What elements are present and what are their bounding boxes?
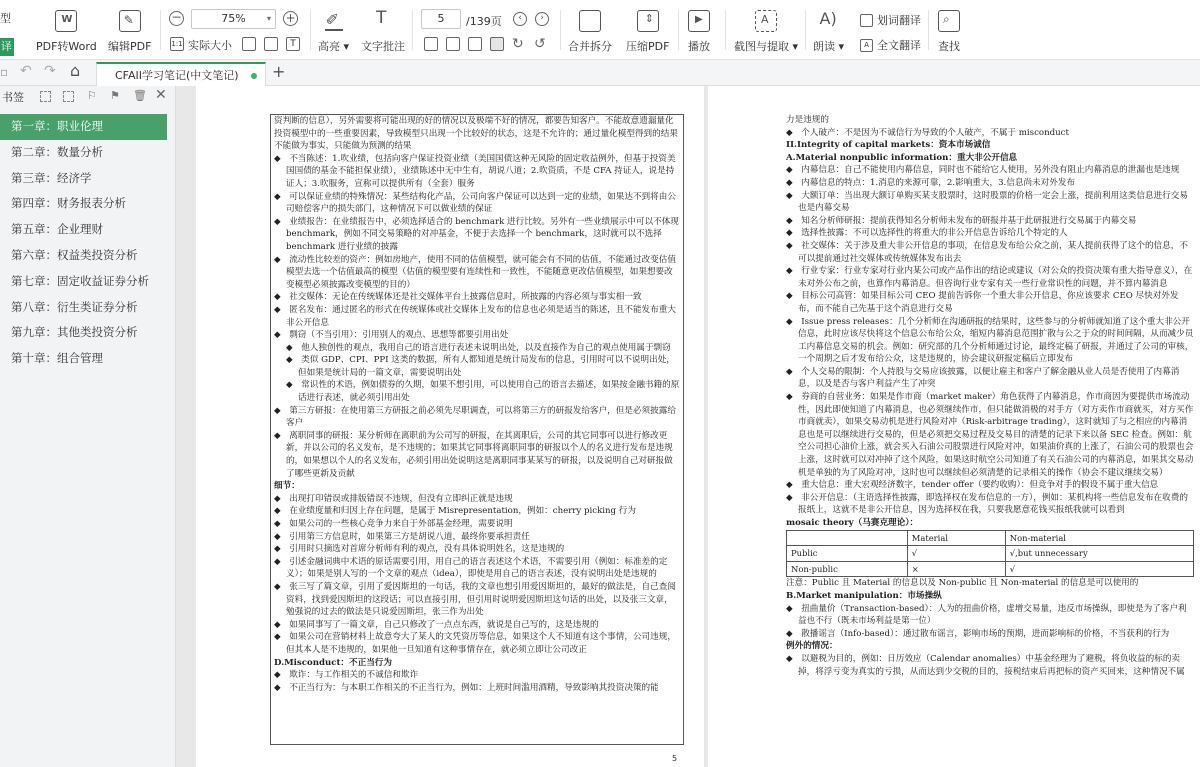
toolbar-partial-top[interactable]: 型 xyxy=(0,12,11,25)
text-line: ◆ 类似 GDP、CPI、PPI 这类的数据，所有人都知道是统计局发布的信息，引用时可以不说明出处，但如果是统计局的一篇文章，需要说明出处 xyxy=(286,355,675,378)
pdf-to-word-button[interactable]: W PDF转Word xyxy=(36,0,97,60)
collapse-all-icon[interactable] xyxy=(63,91,74,102)
text-line: ◆ 重大信息：重大宏观经济数字，tender offer（要约收购）：但竞争对手的假设不属于重大信息 xyxy=(786,480,1159,491)
text-line: mosaic theory（马赛克理论）： xyxy=(786,518,919,528)
text-line: ◆ 剽窃（不当引用）：引用别人的观点、思想等都要引用出处 xyxy=(274,330,509,341)
next-page-icon[interactable]: › xyxy=(535,12,549,26)
highlight-button[interactable]: ✐ 高亮 ▾ xyxy=(318,10,350,53)
document-viewer[interactable] xyxy=(176,86,1200,767)
close-icon[interactable]: ✕ xyxy=(155,87,167,103)
separator xyxy=(805,10,806,50)
word-icon: W xyxy=(55,10,77,32)
bookmark-item-ch7[interactable]: 第七章：固定收益证券分析 xyxy=(11,273,149,288)
compress-pdf-button[interactable]: ⇕ 压缩PDF xyxy=(626,12,670,53)
table-cell: Material xyxy=(907,530,1005,546)
page-6 xyxy=(708,86,1200,767)
text-line: ◆ 个人破产：不是因为不诚信行为导致的个人破产，不属于 misconduct xyxy=(786,127,1069,138)
read-aloud-icon: A) xyxy=(819,9,837,28)
table-cell: Non-public xyxy=(787,561,908,577)
read-aloud-button[interactable]: A) 朗读 ▾ xyxy=(813,9,845,53)
table-row xyxy=(787,561,1194,577)
screenshot-icon: A xyxy=(755,10,777,32)
text-line: A.Material nonpublic information：重大非公开信息 xyxy=(786,152,1018,163)
zoom-select[interactable]: 75% ▾ xyxy=(191,9,276,29)
full-translate-button[interactable]: A 全文翻译 xyxy=(860,37,921,53)
text-line: ◆ 如果公司在营销材料上故意夸大了某人的文凭资历等信息，如果这个人不知道有这个事情，公司违规，但其本人是不违规的，如果他一旦知道有这种事情存在，就必须立即让公司改正 xyxy=(274,632,676,655)
separator xyxy=(725,10,726,50)
search-button[interactable]: ⌕ 查找 xyxy=(938,12,960,53)
text-line: ◆ 欺诈：与工作相关的不诚信和欺诈 xyxy=(274,670,419,681)
add-bookmark-icon[interactable]: ⚐ xyxy=(87,89,97,102)
screenshot-extract-button[interactable]: A 截图与提取 ▾ xyxy=(734,0,798,60)
table-cell xyxy=(787,530,908,546)
play-button[interactable]: ▶ 播放 xyxy=(688,0,710,60)
text-line: ◆ 匿名发布：通过匿名的形式在传统媒体或社交媒体上发布的信息也必须是适当的陈述，且不能发布重大非公开信息 xyxy=(274,304,676,328)
text-line: ◆ 社交媒体：关于涉及重大非公开信息的事项，在信息发布给公众之前，某人提前获得了这个的信息，不可以提前通过社交媒体或传统媒体发布出去 xyxy=(786,240,1188,264)
text-line: ◆ 不正当行为：与本职工作相关的不正当行为，例如：上班时间滥用酒精，导致影响其投资决策的能 xyxy=(274,682,659,693)
bookmark-item-ch8[interactable]: 第八章：衍生类证券分析 xyxy=(11,299,138,314)
toolbar-partial-bottom[interactable]: 译 xyxy=(0,38,14,56)
separator xyxy=(560,10,561,50)
continuous-icon[interactable] xyxy=(468,37,482,51)
bookmark-item-ch9[interactable]: 第九章：其他类投资分析 xyxy=(11,325,138,340)
text-line: B.Market manipulation：市场操纵 xyxy=(786,590,942,601)
text-line: ◆ 引用时只摘选对首席分析师有利的观点，没有具体说明姓名，这是违规的 xyxy=(274,544,565,555)
merge-icon xyxy=(579,10,601,32)
play-icon: ▶ xyxy=(688,10,710,32)
text-annotation-icon: T xyxy=(376,8,387,28)
scroll-mode-icon[interactable] xyxy=(490,37,504,51)
undo-icon[interactable]: ↶ xyxy=(20,63,32,79)
page-5-content xyxy=(270,114,684,745)
zoom-out-icon[interactable]: − xyxy=(169,11,184,26)
text-line: ◆ 内幕信息的特点：1.消息的来源可靠，2.影响重大，3.信息尚未对外发布 xyxy=(786,177,1076,188)
table-cell: √,but unnecessary xyxy=(1005,546,1193,562)
page-6-content xyxy=(784,114,1196,767)
toolbar xyxy=(0,0,1200,60)
text-line: ◆ 流动性比较差的资产：例如房地产，使用不同的估值模型，就可能会有不同的估值，不能通过改变估值模型去选一个估值最高的模型（估值的模型要有连续性和一致性，不能随意更改估值模型，如果想要改变模型必须披露改变模型的目的） xyxy=(274,254,676,290)
bookmark-list xyxy=(0,114,175,372)
table-cell: Non-material xyxy=(1005,530,1193,546)
double-page-icon[interactable] xyxy=(446,37,460,51)
document-tab[interactable]: CFAII学习笔记(中文笔记) xyxy=(96,62,266,86)
sidebar-title: 书签 xyxy=(2,91,24,104)
bookmark-item-ch1[interactable]: 第一章：职业伦理 xyxy=(0,114,167,140)
text-line: ◆ 出现打印错误或排版错误不违规，但没有立即纠正就是违规 xyxy=(274,493,513,504)
page-5 xyxy=(196,86,704,767)
bookmark-item-ch5[interactable]: 第五章：企业理财 xyxy=(11,222,103,237)
edit-pdf-button[interactable]: ✎ 编辑PDF xyxy=(108,0,151,60)
text-annotation-button[interactable]: T 文字批注 xyxy=(361,8,405,53)
text-line: ◆ 社交媒体：无论在传统媒体还是社交媒体平台上披露信息时，所披露的内容必须与事实相一致 xyxy=(274,292,642,303)
table-row xyxy=(787,530,1194,546)
text-line: ◆ 散播谣言（Info-based）：通过散布谣言，影响市场的预期，进而影响标的价格，不当获利的行为 xyxy=(786,628,1170,639)
unsaved-dot-icon xyxy=(251,73,257,79)
sidebar-header xyxy=(0,86,175,108)
bookmark-item-ch4[interactable]: 第四章：财务报表分析 xyxy=(11,196,126,211)
delete-icon[interactable]: 🗑 xyxy=(133,89,147,102)
text-line: ◆ 个人交易的限制：个人持股与交易应该披露，以便让雇主和客户了解金融从业人员是否使用了内幕消息，以及是否与客户利益产生了冲突 xyxy=(786,366,1180,390)
text-line: ◆ 行业专家：行业专家对行业内某公司或产品作出的结论或建议（对公众的投资决策有重大指导意义），在未对外公布之前，也算作内幕消息。但咨询行业专家有关一些行业常识性的问题，并不算内幕消息 xyxy=(786,266,1193,289)
text-line: ◆ 张三写了篇文章，引用了爱因斯坦的一句话，我的文章也想引用爱因斯坦的，最好的做法是，自己查阅资料，找到爱因斯坦的这段话；可以直接引用，但引用时说明爱因斯坦这句话的出处，以及张三文章，勉强说的过去的做法是只说爱因斯坦，张三作为出处 xyxy=(274,581,676,618)
text-select-icon[interactable]: T xyxy=(286,37,300,51)
text-line: 力是违规的 xyxy=(786,115,829,125)
page-number: 5 xyxy=(672,754,678,763)
text-line: D.Misconduct：不正当行为 xyxy=(274,657,392,668)
tabs-bar xyxy=(0,60,1200,86)
text-line: 例外的情况： xyxy=(786,641,838,652)
text-line: ◆ 在业绩度量和归因上存在问题，是属于 Misrepresentation，例如：cherry picking 行为 xyxy=(274,506,636,517)
bookmark-item-ch10[interactable]: 第十章：组合管理 xyxy=(11,351,103,366)
text-line: ◆ 知名分析师研报：提前获得知名分析师未发布的研报并基于此研报进行交易属于内幕交易 xyxy=(786,215,1137,226)
text-line: ◆ 扭曲量价（Transaction-based）：人为的扭曲价格，虚增交易量，违反市场操纵，即使是为了客户利益也不行（既未市场利益是第一位） xyxy=(786,603,1187,627)
table-cell: √ xyxy=(1005,561,1193,577)
table-row xyxy=(787,546,1194,562)
expand-all-icon[interactable] xyxy=(40,91,51,102)
separator xyxy=(928,10,929,50)
highlighter-icon: ✐ xyxy=(323,10,345,32)
bookmark-item-ch2[interactable]: 第二章：数量分析 xyxy=(11,144,103,159)
bookmark-item-ch3[interactable]: 第三章：经济学 xyxy=(11,170,92,185)
rotate-left-icon[interactable]: ↺ xyxy=(534,36,546,52)
save-icon[interactable]: ▫ xyxy=(0,65,9,79)
separator xyxy=(160,10,161,50)
home-icon[interactable]: ⌂ xyxy=(70,61,81,80)
text-line: ◆ 选择性披露：不可以选择性的将重大的非公开信息告诉给几个特定的人 xyxy=(786,228,1068,239)
text-line: ◆ 常识性的术语，例如债券的久期，如果不想引用，可以使用自己的语言去描述，如果按金融书籍的原话进行表述，就必须引用出处 xyxy=(286,380,680,404)
zoom-in-icon[interactable]: + xyxy=(283,11,298,26)
chevron-down-icon: ▾ xyxy=(266,14,271,23)
separator xyxy=(310,10,311,50)
text-line: ◆ 可以保证业绩的特殊情况：某些结构化产品，公司向客户保证可以达到一定的业绩，如果达不到将由公司赔偿客户的损失部门，这种情况下可以做业绩的保证 xyxy=(274,191,676,215)
text-line: II.Integrity of capital markets：资本市场诚信 xyxy=(786,140,991,151)
edit-icon: ✎ xyxy=(119,10,141,32)
text-line: ◆ 大额订单：当出现大额订单购买某支股票时，这时股票的价格一定会上涨，提前利用这类信息进行交易也是内幕交易 xyxy=(786,190,1188,214)
translate-icon xyxy=(860,14,873,27)
text-line: ◆ 券商的自营业务：如果是作市商（market maker）角色获得了内幕消息，作市商因为要提供市场流动性，因此即使知道了内幕消息，也必须继续作市，但只能做消极的对手方（对方卖作市商就买，对方买作市商就卖），如果交易动机是进行风险对冲（Risk-arbitrage trading），这时就知了与之相应的内幕消息也是可以继续进行交易的，但是必须把交易过程及交易目的清楚的记录下来以备 SEC 检查。例如：航空公司担心油价上涨，就会买入石油公司股票进行风险对冲，如果油价真的上涨了，石油公司的股票也会上涨，这时就可以对冲掉了这个风险，如果这时航空公司知道了有关石油公司的内幕消息，如果其交易动机是单独的为了风险对冲，这时也可以继续但必须清楚的记录相关的操作（协会不建议继续交易） xyxy=(786,392,1194,478)
compress-icon: ⇕ xyxy=(637,10,659,32)
add-tab-button[interactable]: + xyxy=(272,62,286,81)
text-line: ◆ 第三方研报：在使用第三方研报之前必须先尽职调查，可以将第三方的研报发给客户，但是必须披露给客户 xyxy=(274,405,676,429)
actual-size-icon[interactable]: 1:1 xyxy=(170,37,184,51)
mosaic-table xyxy=(786,530,1194,578)
text-line: 注意：Public 且 Material 的信息以及 Non-public 且 Non-material 的信息是可以使用的 xyxy=(786,578,1139,589)
text-line: ◆ 引述金融词典中术语的原话需要引用，用自己的语言表述这个术语，不需要引用（例如：标准差的定义）；如果是别人写的一个文章的观点（idea），即使是用自己的语言表述，没有说明出处是违规的 xyxy=(274,556,668,580)
text-line: ◆ Issue press releases：几个分析师在沟通研报的结果时，这些参与的分析师就知道了这个重大非公开信息，此时应该尽快将这个信息公布给公众，缩短内幕消息范围扩散与公之于众的时间间隔，从而减少员工内幕信息交易的机会。例如：研究部的几个分析师通过讨论，最终定稿了研报，并通过了公司的审核，一个周期之后才发布给公众，这是违规的，协会建议研报定稿后立即发布 xyxy=(786,316,1194,365)
bookmark-sidebar xyxy=(0,86,176,767)
table-cell: × xyxy=(907,561,1005,577)
bookmark-icon[interactable]: ⚑ xyxy=(110,89,120,102)
text-line: ◆ 非公开信息：（主语选择性披露，即选择权在发布信息的一方），例如：某机构将一些信息发布在收费的报纸上，这就不是非公开信息，因为选择权在我，只要我愿意花钱买报纸我就可以看到 xyxy=(786,492,1188,516)
text-line: ◆ 目标公司高管：如果目标公司 CEO 提前告诉你一个重大非公开信息，你应该要求 CEO 尽快对外发布，而不能自己先基于这个消息进行交易 xyxy=(786,291,1179,314)
text-line: ◆ 内幕信息：自己不能使用内幕信息，同时也不能给它人使用，另外没有阻止内幕消息的泄漏也是违规 xyxy=(786,165,1180,176)
text-line: ◆ 如果同事写了一篇文章，自己只修改了一点点东西，就说是自己写的，这是违规的 xyxy=(274,619,599,630)
redo-icon[interactable]: ↷ xyxy=(44,63,56,79)
text-line: ◆ 他人独创性的观点，我用自己的语言进行表述未说明出处，以及直接作为自己的观点使用属于剽窃 xyxy=(286,342,671,353)
text-line: ◆ 引用第三方信息时，如果第三方是胡说八道，最终你要承担责任 xyxy=(274,531,530,542)
separator xyxy=(412,10,413,50)
fit-width-icon[interactable] xyxy=(264,37,278,51)
table-cell: √ xyxy=(907,546,1005,562)
text-line: ◆ 如果公司的一些核心竞争力来自于外部基金经理，需要说明 xyxy=(274,519,513,529)
word-translate-button[interactable]: 划词翻译 xyxy=(860,12,921,28)
table-cell: Public xyxy=(787,546,908,562)
merge-split-button[interactable]: 合并拆分 xyxy=(568,0,612,60)
page-number-input[interactable]: 5 xyxy=(421,9,461,29)
page-total: /139页 xyxy=(466,15,502,28)
bookmark-item-ch6[interactable]: 第六章：权益类投资分析 xyxy=(11,247,138,262)
text-line: ◆ 业绩报告：在业绩报告中，必须选择适合的 benchmark 进行比较。另外有一些业绩展示中可以不体现 benchmark，例如不同交易策略的对冲基金，不便于去选择一个 benchmark，这时就可以不选择 benchmark 进行业绩的披露 xyxy=(274,216,679,252)
text-line: ◆ 不当陈述：1.吹业绩，包括向客户保证投资业绩（美国国债这种无风险的固定收益例外，但基于投资美国国债的基金不能担保业绩），业绩陈述中无中生有，胡说八道；2.吹资质，不是 CFA 持证人，说是持证人；3.吹服务，宣称可以提供所有（全套）服务 xyxy=(274,153,676,189)
rotate-right-icon[interactable]: ↻ xyxy=(512,36,524,52)
text-line: ◆ 离职同事的研报：某分析师在离职前为公司写的研报，在其离职后，公司的其它同事可以进行修改更新，并以公司的名义发布，是不违规的；如果其它同事将离职同事的研报以个人的名义进行发布是违规的，如果想以个人的名义发布，必须引用出处说明这是离职同事某某写的研报，以及说明自己对研报做了哪些更新及贡献 xyxy=(274,430,673,479)
text-line: ◆ 以避税为目的，例如：日历效应（Calendar anomalies）中基金经理为了避税，将负收益的标的卖掉，将浮亏变为真实的亏损，从而达到少交税的目的，接税结束后再把标的资产买回来，这种情况不属 xyxy=(786,653,1185,677)
text-line: 资判断的信息），另外需要将可能出现的好的情况以及极端不好的情况，都要告知客户。不能故意遗漏量化投资模型中的一些重要因素，导致模型只出现一个比较好的状态，这是不允许的；通过量化模型得到的结果不能做为事实，只能做为预测的结果 xyxy=(274,116,678,152)
separator xyxy=(678,10,679,50)
search-icon: ⌕ xyxy=(938,10,960,32)
fit-page-icon[interactable] xyxy=(242,37,256,51)
single-page-icon[interactable] xyxy=(424,37,438,51)
text-line: 细节： xyxy=(274,481,300,492)
actual-size-button[interactable]: 实际大小 xyxy=(188,39,232,52)
full-translate-icon: A xyxy=(860,39,873,52)
prev-page-icon[interactable]: ‹ xyxy=(513,12,527,26)
